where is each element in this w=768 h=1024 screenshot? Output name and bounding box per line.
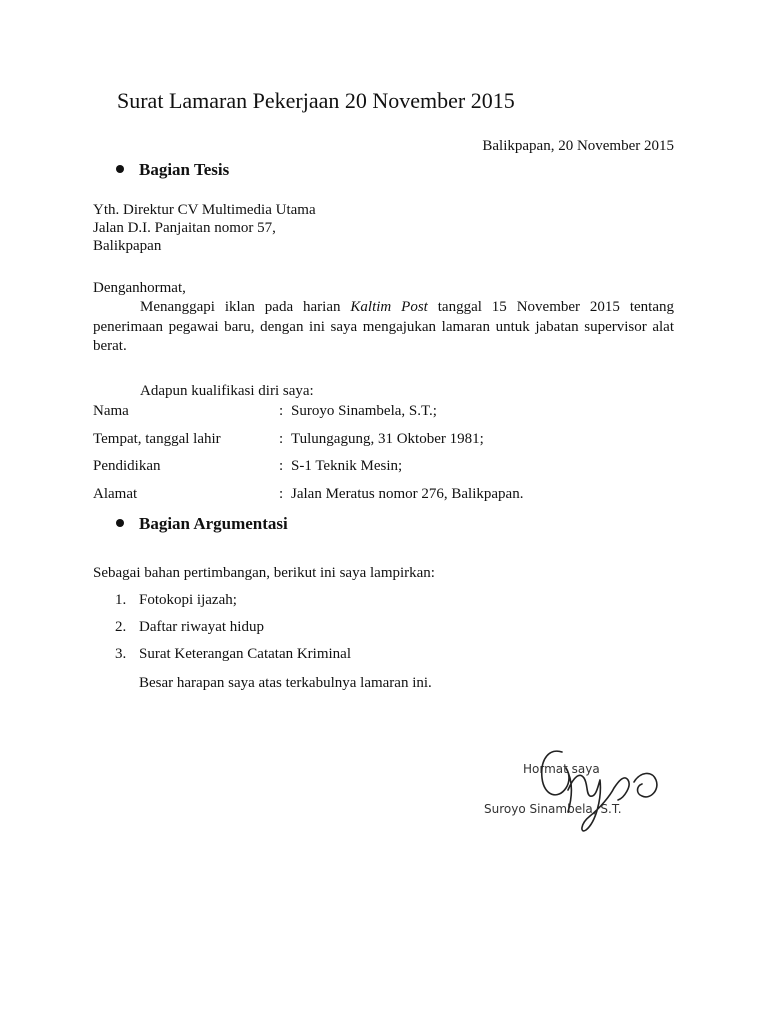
qualifications-intro: Adapun kualifikasi diri saya: (140, 383, 314, 399)
list-item: Fotokopi ijazah; (139, 592, 237, 608)
section-heading-label: Bagian Argumentasi (139, 514, 288, 533)
body-text: Menanggapi iklan pada harian (140, 299, 351, 315)
section-heading-argumentation (116, 514, 288, 534)
qualification-label: Alamat (93, 486, 138, 502)
place-date: Balikpapan, 20 November 2015 (482, 138, 674, 154)
qualification-value: Suroyo Sinambela, S.T.; (291, 403, 437, 419)
closing-sentence: Besar harapan saya atas terkabulnya lamaran ini. (139, 675, 432, 691)
list-number: 3. (115, 646, 127, 662)
body-text: tanggal 15 November 2015 tentang penerimaan pegawai baru, dengan ini saya mengajukan lamaran untuk jabatan supervisor alat berat. (93, 299, 674, 354)
newspaper-name: Kaltim Post (350, 299, 428, 315)
letter-title: Surat Lamaran Pekerjaan 20 November 2015 (117, 88, 515, 113)
list-number: 1. (115, 592, 127, 608)
list-item: Daftar riwayat hidup (139, 619, 264, 635)
recipient-line: Jalan D.I. Panjaitan nomor 57, (93, 220, 276, 236)
colon: : (279, 458, 284, 474)
colon: : (279, 403, 284, 419)
attachments-intro: Sebagai bahan pertimbangan, berikut ini saya lampirkan: (93, 565, 435, 581)
qualification-value: S-1 Teknik Mesin; (291, 458, 403, 474)
section-heading-label: Bagian Tesis (139, 160, 230, 179)
handwritten-signature (500, 738, 670, 838)
colon: : (279, 431, 284, 447)
bullet-icon (116, 165, 124, 173)
qualification-label: Tempat, tanggal lahir (93, 431, 221, 447)
signature-salutation: Hormat saya (523, 762, 600, 776)
section-heading-thesis (116, 160, 229, 180)
qualification-value: Jalan Meratus nomor 276, Balikpapan. (291, 486, 524, 502)
qualification-value: Tulungagung, 31 Oktober 1981; (291, 431, 484, 447)
qualification-label: Nama (93, 403, 129, 419)
recipient-line: Balikpapan (93, 238, 162, 254)
colon: : (279, 486, 284, 502)
body-paragraph (93, 298, 674, 357)
list-item: Surat Keterangan Catatan Kriminal (139, 646, 352, 662)
bullet-icon (116, 519, 124, 527)
list-number: 2. (115, 619, 127, 635)
greeting: Denganhormat, (93, 280, 186, 296)
signature-name: Suroyo Sinambela, S.T. (484, 802, 622, 816)
recipient-line: Yth. Direktur CV Multimedia Utama (93, 202, 316, 218)
qualification-label: Pendidikan (93, 458, 161, 474)
